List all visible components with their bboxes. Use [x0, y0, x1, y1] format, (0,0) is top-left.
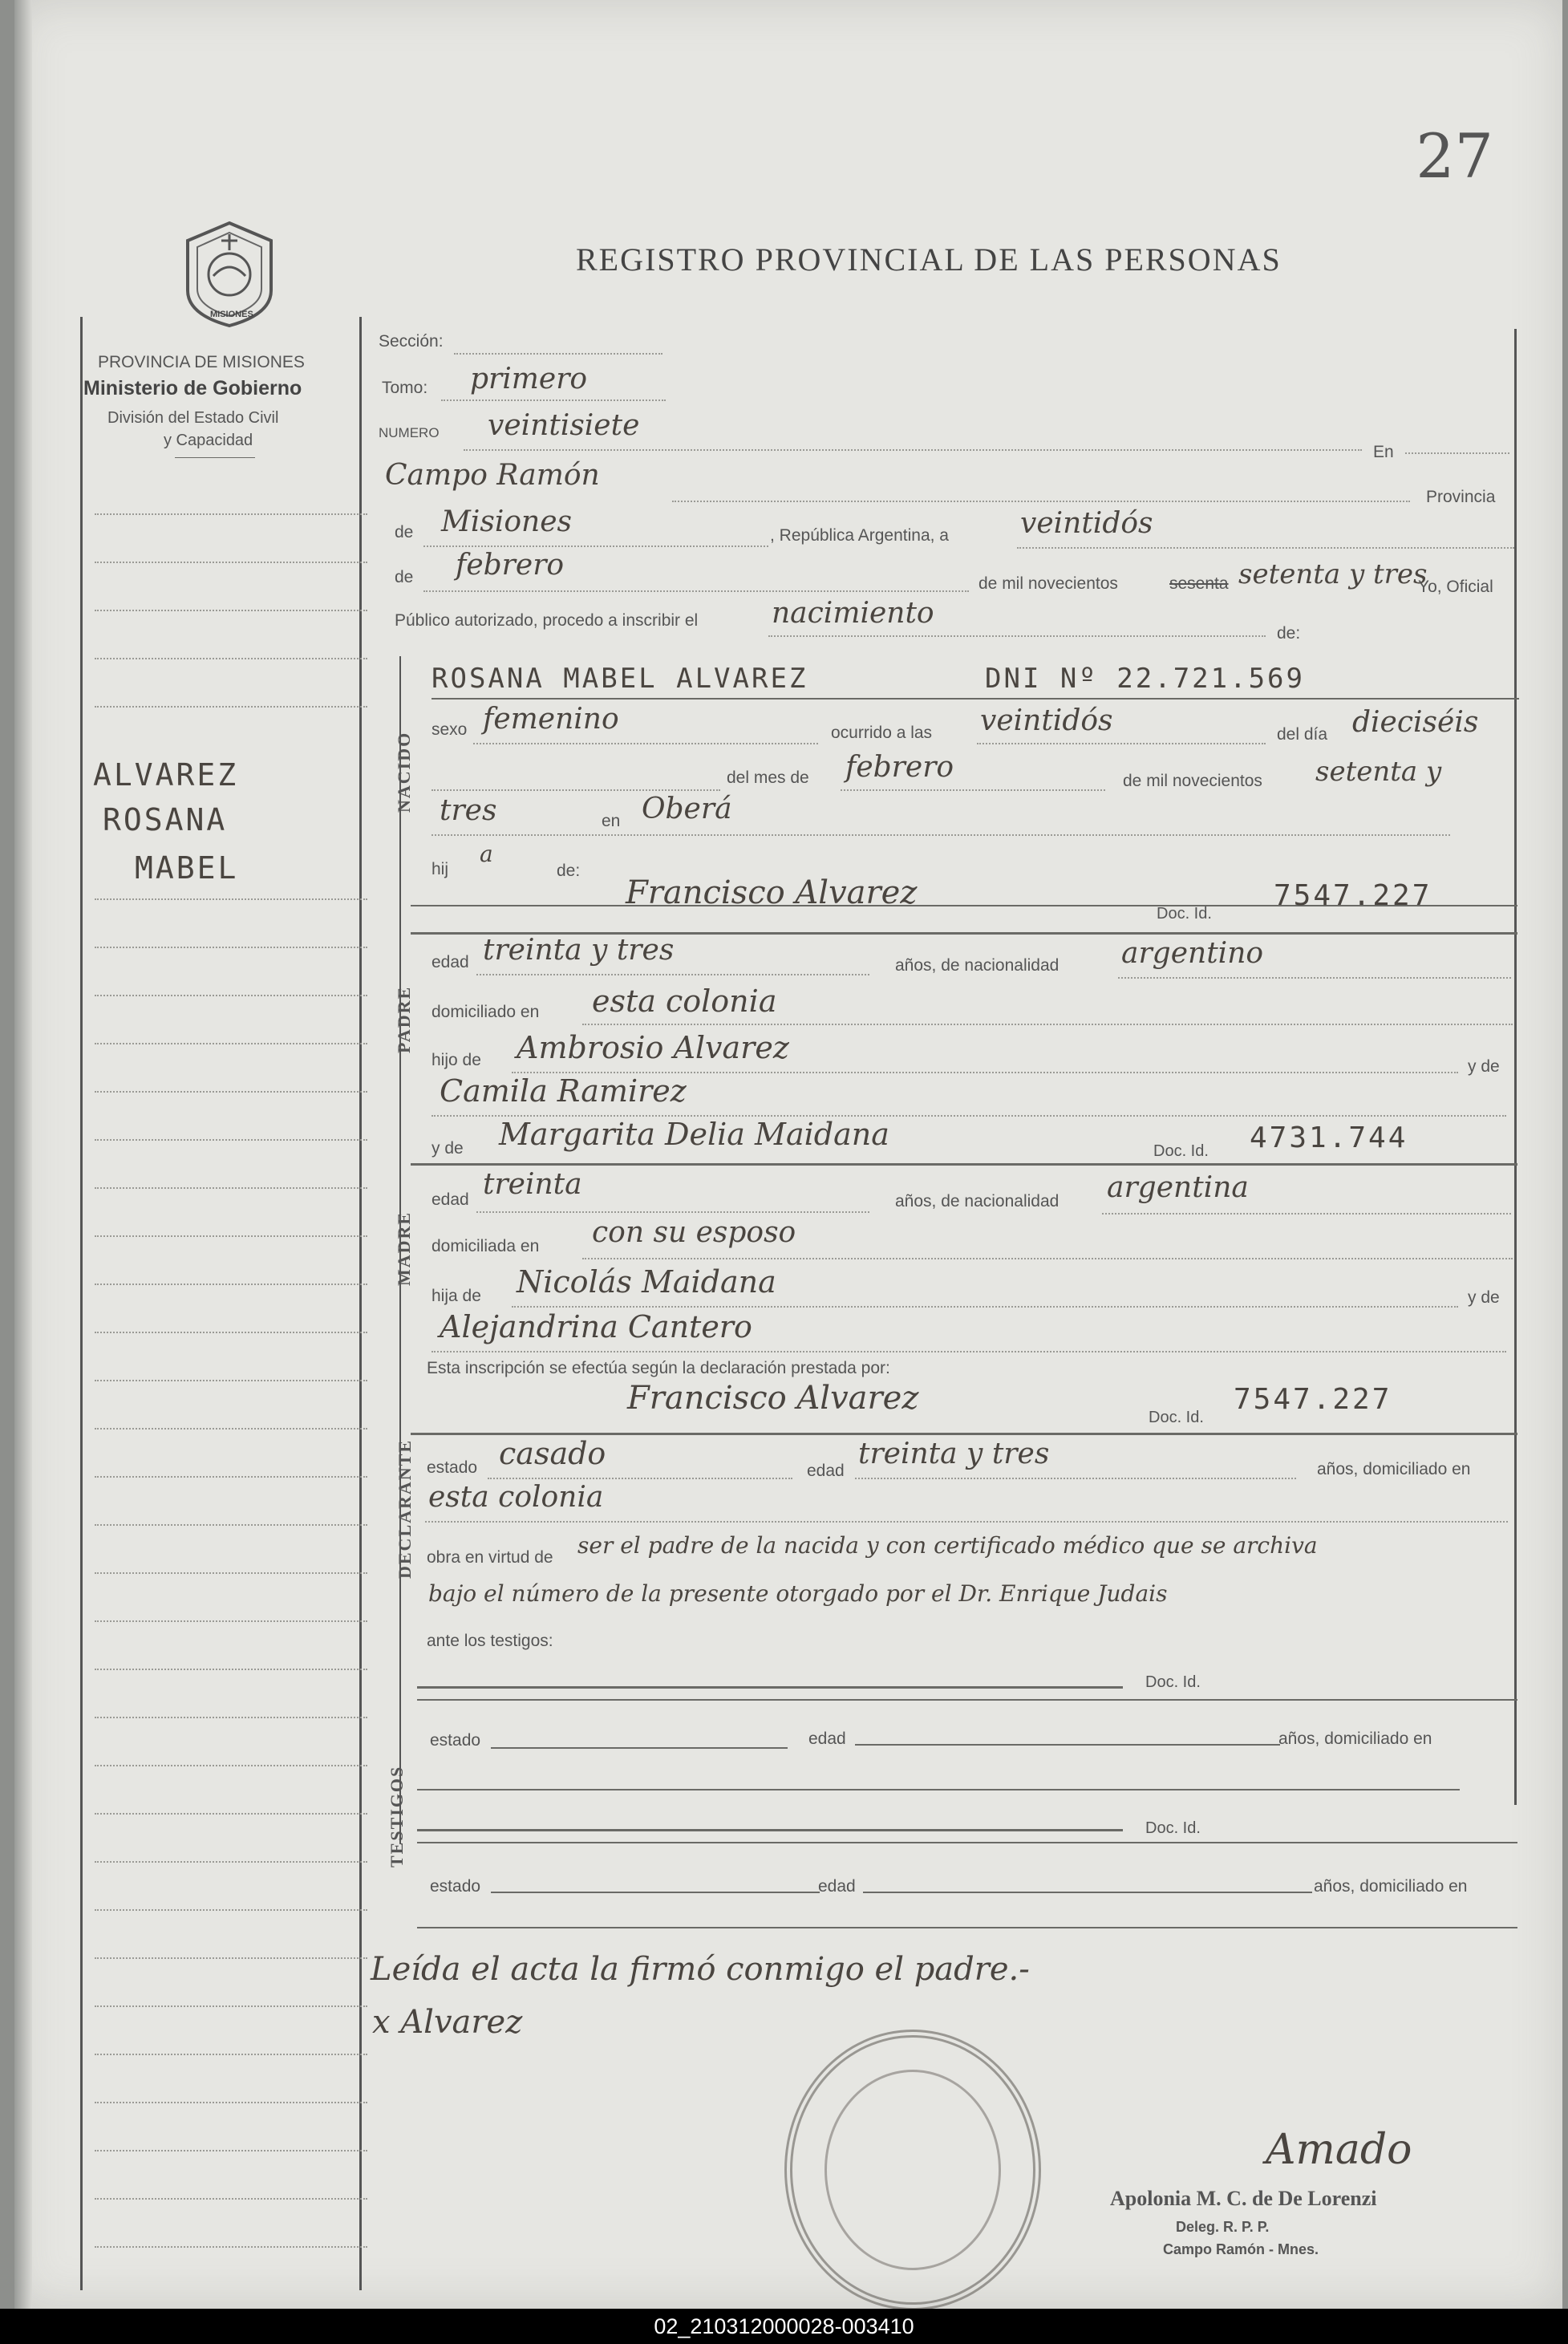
margin-note-surname: ALVAREZ [93, 757, 239, 793]
dotted-line [841, 789, 1105, 791]
margin-line [95, 1139, 367, 1141]
anio-nac-1-value: setenta y [1315, 756, 1442, 788]
dotted-line [441, 399, 666, 401]
label-doc-id-padre: Doc. Id. [1157, 905, 1212, 923]
ministry-name: Ministerio de Gobierno [83, 377, 302, 399]
label-republica: , República Argentina, a [770, 526, 949, 545]
margin-line [95, 1091, 367, 1093]
margin-line [95, 1620, 367, 1622]
rule [411, 1163, 1517, 1166]
label-domiciliado-padre: domiciliado en [432, 1003, 540, 1021]
margin-line [95, 1669, 367, 1670]
padre-dom-value: esta colonia [592, 983, 777, 1019]
nombre-completo-value: ROSANA MABEL ALVAREZ [432, 663, 808, 695]
section-label-padre: PADRE [394, 985, 414, 1053]
margin-line [95, 706, 367, 708]
label-doc-id-madre: Doc. Id. [1153, 1142, 1209, 1160]
margin-line [95, 1957, 367, 1959]
margin-note-name: ROSANA [103, 802, 228, 837]
dotted-line [488, 1478, 792, 1479]
margin-line [95, 1428, 367, 1430]
label-de-mes: de [395, 568, 414, 586]
margin-line [95, 1380, 367, 1381]
declarante-estado-value: casado [499, 1436, 606, 1471]
dotted-line [1017, 547, 1514, 549]
dia-nac-value: dieciséis [1352, 706, 1479, 739]
dotted-line [1405, 452, 1509, 454]
rule [863, 1892, 1312, 1893]
label-edad-testigo-2: edad [818, 1877, 856, 1896]
label-numero: NUMERO [379, 425, 440, 440]
dotted-line [423, 545, 768, 547]
padre-nombre-value: Francisco Alvarez [626, 874, 918, 911]
father-signature: x Alvarez [372, 2004, 523, 2041]
numero-value: veintisiete [488, 409, 640, 442]
label-edad-declarante: edad [807, 1462, 845, 1480]
label-anos-nac-padre: años, de nacionalidad [895, 956, 1060, 975]
rule [491, 1747, 788, 1749]
dotted-line [432, 1351, 1506, 1352]
label-obra: obra en virtud de [427, 1548, 553, 1567]
label-hijo-de-padre: hijo de [432, 1051, 481, 1069]
lugar-nac-value: Oberá [642, 793, 732, 825]
padre-madre-value: Camila Ramirez [440, 1073, 687, 1109]
label-doc-id-testigo-1: Doc. Id. [1145, 1673, 1201, 1691]
declarante-nombre-value: Francisco Alvarez [627, 1380, 919, 1417]
dotted-line [672, 501, 1410, 502]
label-de-mil-nac: de mil novecientos [1123, 772, 1262, 790]
hora-value: veintidós [980, 704, 1113, 737]
label-sesenta: sesenta [1169, 574, 1229, 593]
dotted-line [1102, 1213, 1511, 1215]
dotted-line [454, 353, 662, 355]
hij-suffix-value: a [480, 841, 493, 867]
label-yo-oficial: Yo, Oficial [1418, 578, 1493, 596]
label-ocurrido: ocurrido a las [831, 724, 933, 742]
label-de-mil: de mil novecientos [978, 574, 1118, 593]
dotted-line [432, 789, 720, 791]
label-esta-inscripcion: Esta inscripción se efectúa según la declaración prestada por: [427, 1359, 890, 1377]
label-estado-testigo-1: estado [430, 1731, 481, 1750]
label-y-de-madre-madre: y de [1468, 1288, 1500, 1307]
dotted-line [464, 449, 1362, 451]
label-anos-dom-declarante: años, domiciliado en [1317, 1460, 1471, 1478]
label-edad-madre: edad [432, 1190, 469, 1209]
margin-line [95, 1235, 367, 1237]
sexo-value: femenino [483, 703, 619, 736]
anio-value: setenta y tres [1238, 558, 1428, 590]
margin-line [95, 2150, 367, 2151]
rule [432, 698, 1519, 700]
label-provincia: Provincia [1426, 488, 1496, 506]
section-label-testigos: TESTIGOS [387, 1765, 407, 1867]
provincia-value: Misiones [441, 505, 573, 538]
label-anos-nac-madre: años, de nacionalidad [895, 1192, 1060, 1211]
margin-column-line [359, 317, 362, 2290]
margin-line [95, 1524, 367, 1526]
dni-value: DNI Nº 22.721.569 [985, 663, 1305, 695]
closing-statement: Leída el acta la firmó conmigo el padre.- [371, 1951, 1030, 1988]
label-domiciliada-madre: domiciliada en [432, 1237, 540, 1255]
margin-line [95, 513, 367, 515]
label-de-persona: de: [1277, 624, 1301, 643]
label-del-mes: del mes de [727, 768, 809, 787]
label-en: En [1373, 443, 1394, 461]
section-label-declarante: DECLARANTE [395, 1438, 415, 1579]
mes-nac-value: febrero [845, 751, 954, 784]
dotted-line [423, 590, 969, 592]
section-label-nacido: NACIDO [394, 731, 414, 813]
document-title: REGISTRO PROVINCIAL DE LAS PERSONAS [576, 241, 1282, 278]
margin-line [95, 1476, 367, 1478]
rule [417, 1829, 1123, 1831]
label-en-nac: en [602, 812, 621, 830]
margin-line [95, 1572, 367, 1574]
dotted-line [432, 834, 1450, 836]
margin-line [95, 1765, 367, 1766]
label-y-de-padre: y de [1468, 1057, 1500, 1076]
dotted-line [1118, 977, 1511, 979]
rule [417, 1789, 1460, 1790]
left-border-line [80, 317, 83, 2290]
label-y-de-madre: y de [432, 1139, 464, 1158]
label-doc-id-declarante: Doc. Id. [1149, 1409, 1204, 1426]
official-name: Apolonia M. C. de De Lorenzi [1110, 2187, 1377, 2210]
margin-line [95, 1909, 367, 1911]
padre-edad-value: treinta y tres [483, 934, 675, 967]
dotted-line [425, 1521, 1508, 1523]
label-del-dia: del día [1277, 725, 1328, 744]
official-signature: Amado [1266, 2126, 1412, 2174]
margin-line [95, 1284, 367, 1285]
madre-edad-value: treinta [483, 1168, 582, 1201]
page-number: 27 [1416, 120, 1493, 192]
mes-value: febrero [456, 549, 565, 582]
margin-line [95, 898, 367, 900]
margin-line [95, 1717, 367, 1718]
section-label-madre: MADRE [394, 1211, 414, 1286]
label-hija-de-madre: hija de [432, 1287, 481, 1305]
official-place: Campo Ramón - Mnes. [1163, 2241, 1319, 2257]
rule [417, 1699, 1517, 1701]
division-line-1: División del Estado Civil [107, 409, 279, 427]
declarante-edad-value: treinta y tres [858, 1438, 1050, 1470]
madre-padre-value: Nicolás Maidana [517, 1264, 776, 1300]
label-de: de [395, 523, 414, 541]
madre-doc-value: 4731.744 [1250, 1121, 1408, 1154]
tomo-value: primero [470, 363, 588, 395]
madre-madre-value: Alejandrina Cantero [440, 1309, 752, 1344]
label-sexo: sexo [432, 720, 468, 739]
dotted-line [582, 1024, 1513, 1025]
official-seal [784, 2030, 1041, 2310]
label-estado-declarante: estado [427, 1458, 478, 1477]
division-line-2: y Capacidad [164, 432, 253, 449]
margin-line [95, 2198, 367, 2200]
margin-line [95, 2102, 367, 2103]
madre-dom-value: con su esposo [592, 1216, 796, 1249]
label-hij: hij [432, 860, 449, 878]
dotted-line [768, 635, 1266, 637]
crest-text: MISIONES [210, 310, 253, 319]
dotted-line [473, 743, 818, 744]
header-divider [175, 457, 255, 458]
province-name: PROVINCIA DE MISIONES [98, 353, 305, 371]
dia-letras-value: veintidós [1020, 507, 1153, 540]
label-tomo: Tomo: [382, 379, 428, 397]
dotted-line [855, 1478, 1296, 1479]
acto-value: nacimiento [772, 597, 934, 630]
page-edge [14, 0, 32, 2309]
margin-line [95, 947, 367, 948]
label-edad-testigo-1: edad [808, 1730, 846, 1748]
label-edad-padre: edad [432, 953, 469, 971]
margin-line [95, 2246, 367, 2248]
dotted-line [476, 1211, 869, 1213]
obra-line-1: ser el padre de la nacida y con certificado médico que se archiva [577, 1532, 1318, 1559]
margin-line [95, 995, 367, 996]
image-caption: 02_210312000028-003410 [0, 2309, 1568, 2344]
dotted-line [512, 1306, 1458, 1308]
rule [855, 1744, 1280, 1746]
declarante-doc-value: 7547.227 [1234, 1383, 1392, 1416]
declarante-dom-value: esta colonia [428, 1481, 604, 1514]
margin-line [95, 2054, 367, 2055]
right-border-line [1514, 329, 1517, 1805]
label-publico: Público autorizado, procedo a inscribir el [395, 611, 699, 630]
margin-line [95, 562, 367, 563]
label-anos-dom-testigo-1: años, domiciliado en [1278, 1730, 1432, 1748]
certificate-page [14, 0, 1562, 2309]
margin-line [95, 1043, 367, 1044]
margin-line [95, 1332, 367, 1333]
rule [417, 1842, 1517, 1843]
margin-line [95, 1187, 367, 1189]
anio-nac-2-value: tres [440, 794, 497, 827]
label-anos-dom-testigo-2: años, domiciliado en [1314, 1877, 1468, 1896]
margin-line [95, 1813, 367, 1815]
padre-nac-value: argentino [1121, 937, 1264, 970]
lugar-value: Campo Ramón [385, 459, 600, 492]
rule [411, 1433, 1517, 1435]
madre-nombre-value: Margarita Delia Maidana [499, 1117, 889, 1152]
dotted-line [977, 743, 1266, 744]
obra-line-2: bajo el número de la presente otorgado por el Dr. Enrique Judais [428, 1580, 1168, 1607]
margin-line [95, 2005, 367, 2007]
label-seccion: Sección: [379, 332, 444, 351]
padre-doc-value: 7547.227 [1274, 879, 1432, 912]
label-ante-testigos: ante los testigos: [427, 1632, 553, 1650]
label-de-padres: de: [557, 862, 581, 880]
label-doc-id-testigo-2: Doc. Id. [1145, 1819, 1201, 1837]
rule [491, 1892, 820, 1893]
dotted-line [582, 1258, 1513, 1259]
margin-line [95, 658, 367, 659]
dotted-line [476, 974, 869, 975]
rule [417, 1927, 1517, 1928]
margin-note-middle-name: MABEL [135, 850, 239, 886]
label-estado-testigo-2: estado [430, 1877, 481, 1896]
official-title: Deleg. R. P. P. [1176, 2219, 1270, 2235]
margin-line [95, 610, 367, 611]
padre-padre-value: Ambrosio Alvarez [517, 1030, 789, 1065]
rule [417, 1686, 1123, 1689]
margin-line [95, 1861, 367, 1863]
madre-nac-value: argentina [1107, 1171, 1249, 1204]
